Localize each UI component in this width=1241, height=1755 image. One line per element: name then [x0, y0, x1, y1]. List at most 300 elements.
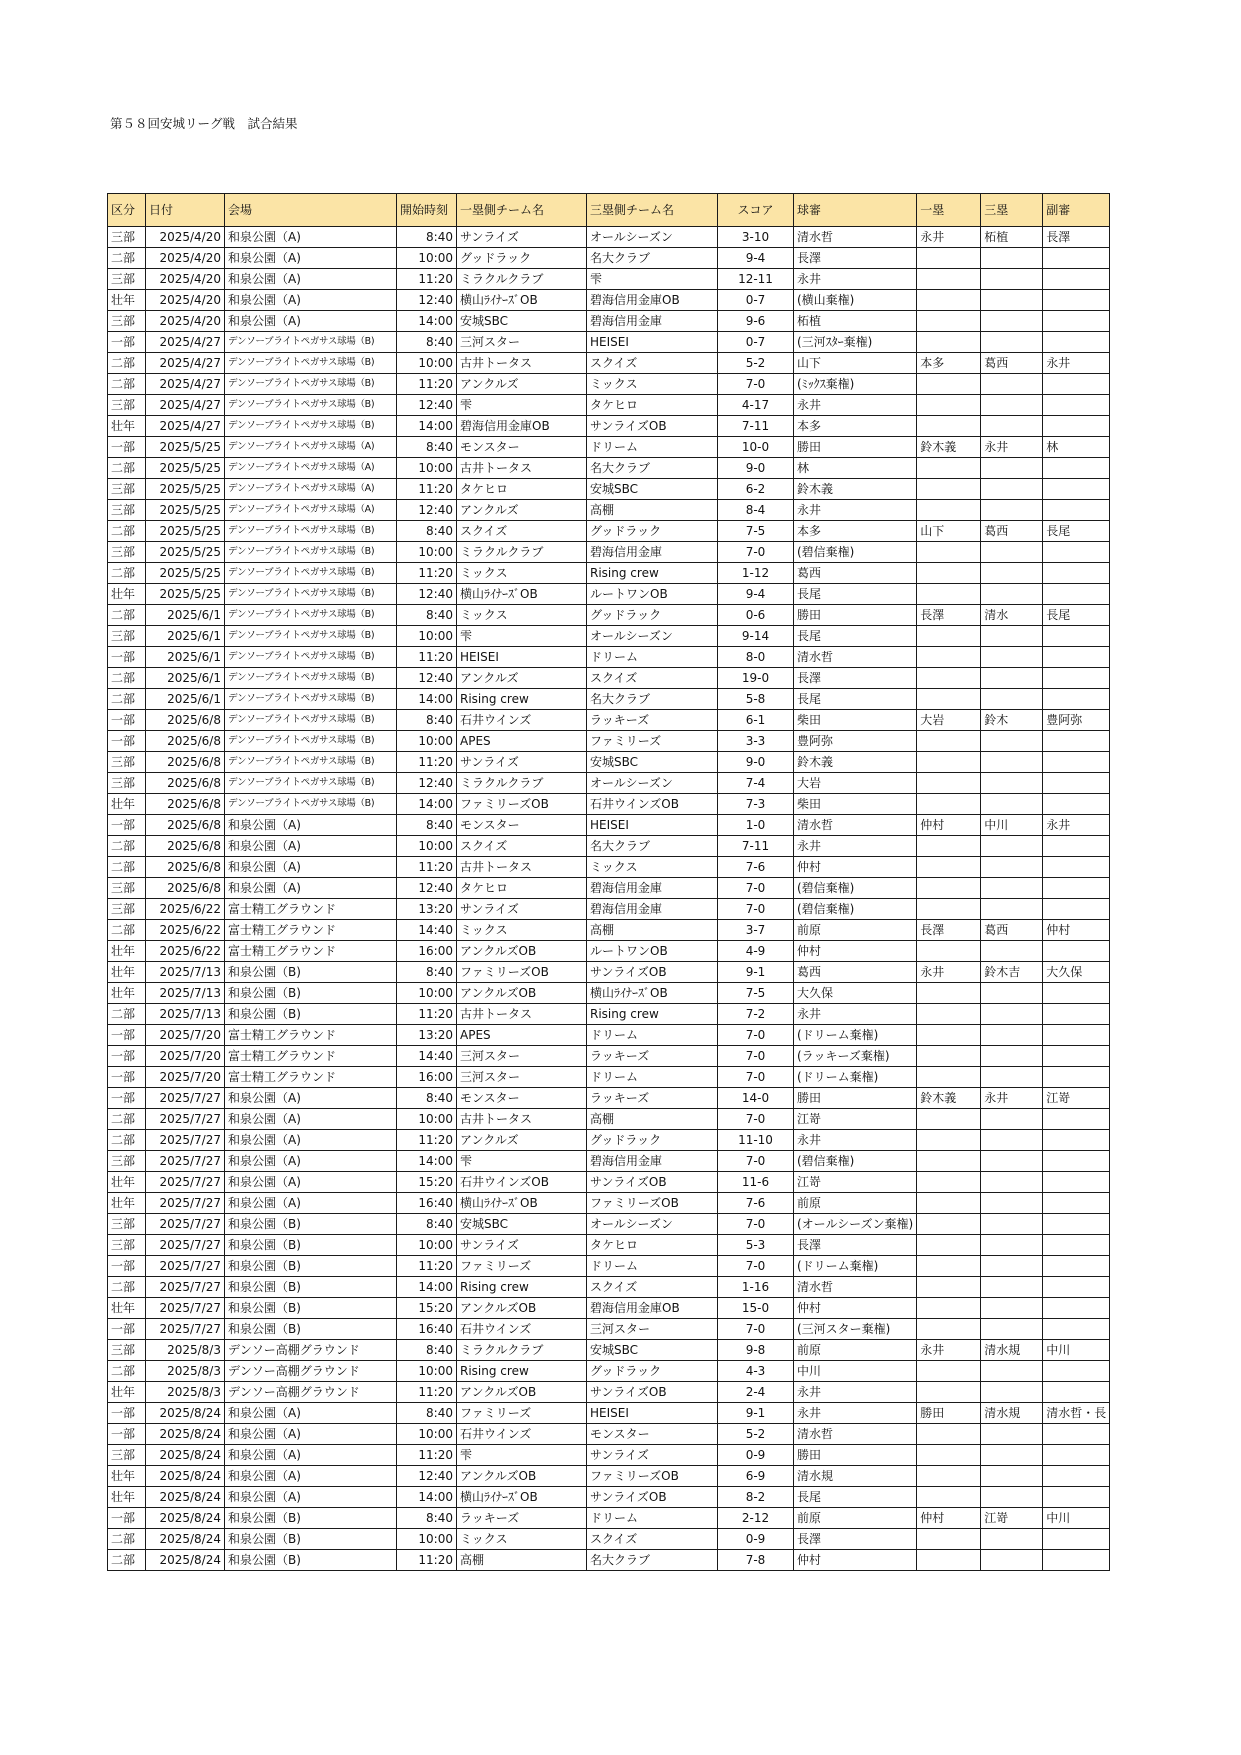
sub-umpire-cell	[1043, 1004, 1110, 1025]
first-base-team-cell: 横山ﾗｲﾅｰｽﾞOB	[457, 584, 587, 605]
division-cell: 壮年	[108, 962, 146, 983]
sub-umpire-cell	[1043, 1130, 1110, 1151]
table-row	[108, 269, 1110, 290]
score-cell: 7-0	[718, 374, 794, 395]
third-base-team-cell: 碧海信用金庫	[587, 878, 718, 899]
division-cell: 壮年	[108, 1298, 146, 1319]
umpire-cell: 仲村	[794, 857, 917, 878]
time-cell: 10:00	[397, 353, 457, 374]
first-base-umpire-cell: 長澤	[917, 920, 981, 941]
first-base-umpire-cell	[917, 941, 981, 962]
score-cell: 7-0	[718, 1109, 794, 1130]
score-cell: 4-17	[718, 395, 794, 416]
time-cell: 8:40	[397, 1088, 457, 1109]
third-base-umpire-cell: 葛西	[981, 353, 1043, 374]
score-cell: 4-3	[718, 1361, 794, 1382]
venue-cell: デンソーブライトペガサス球場（B)	[225, 773, 397, 794]
sub-umpire-cell: 中川	[1043, 1508, 1110, 1529]
third-base-umpire-cell	[981, 1004, 1043, 1025]
header-venue: 会場	[225, 194, 397, 227]
venue-cell: 和泉公園（A)	[225, 1445, 397, 1466]
first-base-team-cell: HEISEI	[457, 647, 587, 668]
first-base-umpire-cell	[917, 542, 981, 563]
table-row	[108, 1508, 1110, 1529]
sub-umpire-cell: 長尾	[1043, 605, 1110, 626]
division-cell: 一部	[108, 1256, 146, 1277]
division-cell: 一部	[108, 647, 146, 668]
third-base-umpire-cell	[981, 1046, 1043, 1067]
third-base-umpire-cell	[981, 395, 1043, 416]
score-cell: 9-6	[718, 311, 794, 332]
sub-umpire-cell	[1043, 542, 1110, 563]
date-cell: 2025/7/27	[146, 1235, 225, 1256]
score-cell: 7-0	[718, 878, 794, 899]
sub-umpire-cell	[1043, 1277, 1110, 1298]
umpire-cell: 長澤	[794, 1529, 917, 1550]
third-base-team-cell: スクイズ	[587, 1277, 718, 1298]
first-base-team-cell: 雫	[457, 1151, 587, 1172]
first-base-team-cell: ミックス	[457, 563, 587, 584]
umpire-cell: 鈴木義	[794, 752, 917, 773]
time-cell: 10:00	[397, 1109, 457, 1130]
first-base-team-cell: アンクルズOB	[457, 983, 587, 1004]
first-base-umpire-cell	[917, 1214, 981, 1235]
table-row	[108, 668, 1110, 689]
third-base-team-cell: 石井ウインズOB	[587, 794, 718, 815]
third-base-team-cell: HEISEI	[587, 815, 718, 836]
umpire-cell: (ドリーム棄権)	[794, 1025, 917, 1046]
third-base-team-cell: 雫	[587, 269, 718, 290]
sub-umpire-cell	[1043, 374, 1110, 395]
first-base-umpire-cell	[917, 878, 981, 899]
date-cell: 2025/4/20	[146, 290, 225, 311]
date-cell: 2025/8/24	[146, 1529, 225, 1550]
third-base-umpire-cell	[981, 416, 1043, 437]
score-cell: 7-0	[718, 1046, 794, 1067]
third-base-team-cell: オールシーズン	[587, 773, 718, 794]
first-base-umpire-cell: 永井	[917, 227, 981, 248]
umpire-cell: 江嵜	[794, 1109, 917, 1130]
third-base-team-cell: グッドラック	[587, 1130, 718, 1151]
third-base-umpire-cell	[981, 794, 1043, 815]
venue-cell: デンソーブライトペガサス球場（B)	[225, 626, 397, 647]
time-cell: 10:00	[397, 836, 457, 857]
first-base-umpire-cell	[917, 458, 981, 479]
first-base-team-cell: 雫	[457, 1445, 587, 1466]
date-cell: 2025/7/13	[146, 983, 225, 1004]
venue-cell: 和泉公園（B)	[225, 1550, 397, 1571]
umpire-cell: 勝田	[794, 1445, 917, 1466]
venue-cell: 和泉公園（B)	[225, 1298, 397, 1319]
score-cell: 3-3	[718, 731, 794, 752]
table-row	[108, 374, 1110, 395]
time-cell: 12:40	[397, 395, 457, 416]
division-cell: 二部	[108, 689, 146, 710]
sub-umpire-cell	[1043, 1025, 1110, 1046]
time-cell: 12:40	[397, 1466, 457, 1487]
sub-umpire-cell	[1043, 1046, 1110, 1067]
first-base-team-cell: ミラクルクラブ	[457, 542, 587, 563]
score-cell: 12-11	[718, 269, 794, 290]
venue-cell: デンソーブライトペガサス球場（B)	[225, 332, 397, 353]
first-base-team-cell: モンスター	[457, 815, 587, 836]
division-cell: 一部	[108, 1067, 146, 1088]
umpire-cell: (碧信棄権)	[794, 878, 917, 899]
first-base-umpire-cell	[917, 773, 981, 794]
third-base-umpire-cell	[981, 500, 1043, 521]
third-base-umpire-cell	[981, 479, 1043, 500]
score-cell: 1-16	[718, 1277, 794, 1298]
date-cell: 2025/6/1	[146, 668, 225, 689]
date-cell: 2025/7/27	[146, 1130, 225, 1151]
table-row	[108, 542, 1110, 563]
third-base-umpire-cell	[981, 269, 1043, 290]
first-base-team-cell: 石井ウインズ	[457, 710, 587, 731]
division-cell: 三部	[108, 1235, 146, 1256]
first-base-team-cell: 石井ウインズ	[457, 1424, 587, 1445]
venue-cell: 和泉公園（B)	[225, 1319, 397, 1340]
first-base-team-cell: アンクルズ	[457, 1130, 587, 1151]
time-cell: 14:00	[397, 1151, 457, 1172]
third-base-umpire-cell: 清水規	[981, 1403, 1043, 1424]
sub-umpire-cell	[1043, 1382, 1110, 1403]
first-base-team-cell: 横山ﾗｲﾅｰｽﾞOB	[457, 1193, 587, 1214]
venue-cell: デンソーブライトペガサス球場（A)	[225, 437, 397, 458]
first-base-umpire-cell	[917, 1529, 981, 1550]
table-row	[108, 647, 1110, 668]
venue-cell: 和泉公園（A)	[225, 1424, 397, 1445]
first-base-umpire-cell	[917, 1550, 981, 1571]
first-base-umpire-cell	[917, 563, 981, 584]
first-base-team-cell: 古井トータス	[457, 458, 587, 479]
venue-cell: デンソーブライトペガサス球場（B)	[225, 395, 397, 416]
third-base-team-cell: 高棚	[587, 500, 718, 521]
third-base-team-cell: サンライズOB	[587, 416, 718, 437]
date-cell: 2025/4/27	[146, 395, 225, 416]
first-base-team-cell: スクイズ	[457, 836, 587, 857]
table-row	[108, 500, 1110, 521]
date-cell: 2025/6/8	[146, 773, 225, 794]
first-base-team-cell: モンスター	[457, 437, 587, 458]
date-cell: 2025/7/20	[146, 1067, 225, 1088]
first-base-team-cell: ファミリーズOB	[457, 962, 587, 983]
score-cell: 9-1	[718, 1403, 794, 1424]
sub-umpire-cell	[1043, 1361, 1110, 1382]
date-cell: 2025/5/25	[146, 458, 225, 479]
division-cell: 三部	[108, 773, 146, 794]
venue-cell: 和泉公園（B)	[225, 1277, 397, 1298]
time-cell: 11:20	[397, 563, 457, 584]
third-base-team-cell: 安城SBC	[587, 752, 718, 773]
third-base-umpire-cell	[981, 1214, 1043, 1235]
third-base-umpire-cell	[981, 689, 1043, 710]
third-base-umpire-cell	[981, 1256, 1043, 1277]
score-cell: 9-0	[718, 752, 794, 773]
score-cell: 9-8	[718, 1340, 794, 1361]
third-base-umpire-cell	[981, 668, 1043, 689]
division-cell: 一部	[108, 815, 146, 836]
umpire-cell: 江嵜	[794, 1172, 917, 1193]
time-cell: 14:00	[397, 794, 457, 815]
umpire-cell: (碧信棄権)	[794, 542, 917, 563]
division-cell: 二部	[108, 857, 146, 878]
score-cell: 7-0	[718, 1151, 794, 1172]
first-base-umpire-cell: 大岩	[917, 710, 981, 731]
table-row	[108, 563, 1110, 584]
table-row	[108, 1424, 1110, 1445]
sub-umpire-cell	[1043, 1466, 1110, 1487]
first-base-team-cell: 石井ウインズ	[457, 1319, 587, 1340]
third-base-umpire-cell	[981, 1298, 1043, 1319]
table-row	[108, 1256, 1110, 1277]
date-cell: 2025/7/27	[146, 1277, 225, 1298]
date-cell: 2025/5/25	[146, 542, 225, 563]
table-row	[108, 416, 1110, 437]
division-cell: 三部	[108, 1445, 146, 1466]
division-cell: 二部	[108, 248, 146, 269]
third-base-umpire-cell	[981, 374, 1043, 395]
third-base-umpire-cell	[981, 1466, 1043, 1487]
sub-umpire-cell	[1043, 752, 1110, 773]
sub-umpire-cell	[1043, 647, 1110, 668]
first-base-umpire-cell: 永井	[917, 1340, 981, 1361]
sub-umpire-cell	[1043, 857, 1110, 878]
sub-umpire-cell	[1043, 899, 1110, 920]
score-cell: 8-0	[718, 647, 794, 668]
table-row	[108, 1298, 1110, 1319]
umpire-cell: 清水哲	[794, 1424, 917, 1445]
time-cell: 14:40	[397, 1046, 457, 1067]
time-cell: 10:00	[397, 1424, 457, 1445]
time-cell: 8:40	[397, 605, 457, 626]
first-base-umpire-cell	[917, 1256, 981, 1277]
sub-umpire-cell: 永井	[1043, 353, 1110, 374]
sub-umpire-cell	[1043, 458, 1110, 479]
sub-umpire-cell	[1043, 1067, 1110, 1088]
date-cell: 2025/5/25	[146, 500, 225, 521]
third-base-team-cell: 安城SBC	[587, 479, 718, 500]
table-row	[108, 794, 1110, 815]
third-base-umpire-cell	[981, 878, 1043, 899]
table-row	[108, 752, 1110, 773]
first-base-team-cell: 古井トータス	[457, 857, 587, 878]
score-cell: 7-0	[718, 542, 794, 563]
score-cell: 1-12	[718, 563, 794, 584]
date-cell: 2025/5/25	[146, 563, 225, 584]
third-base-team-cell: 安城SBC	[587, 1340, 718, 1361]
score-cell: 8-4	[718, 500, 794, 521]
division-cell: 二部	[108, 836, 146, 857]
third-base-umpire-cell	[981, 563, 1043, 584]
first-base-umpire-cell	[917, 290, 981, 311]
date-cell: 2025/5/25	[146, 521, 225, 542]
sub-umpire-cell	[1043, 1151, 1110, 1172]
table-row	[108, 1403, 1110, 1424]
first-base-team-cell: 古井トータス	[457, 1004, 587, 1025]
table-row	[108, 626, 1110, 647]
score-cell: 7-5	[718, 983, 794, 1004]
division-cell: 二部	[108, 374, 146, 395]
first-base-umpire-cell	[917, 626, 981, 647]
venue-cell: 和泉公園（B)	[225, 962, 397, 983]
first-base-team-cell: ファミリーズ	[457, 1403, 587, 1424]
table-row	[108, 815, 1110, 836]
date-cell: 2025/7/13	[146, 1004, 225, 1025]
sub-umpire-cell	[1043, 1172, 1110, 1193]
time-cell: 12:40	[397, 584, 457, 605]
table-row	[108, 332, 1110, 353]
score-cell: 7-0	[718, 1025, 794, 1046]
sub-umpire-cell: 豊阿弥	[1043, 710, 1110, 731]
score-cell: 2-12	[718, 1508, 794, 1529]
first-base-team-cell: スクイズ	[457, 521, 587, 542]
date-cell: 2025/7/27	[146, 1193, 225, 1214]
score-cell: 5-8	[718, 689, 794, 710]
third-base-team-cell: ルートワンOB	[587, 584, 718, 605]
sub-umpire-cell	[1043, 1193, 1110, 1214]
division-cell: 一部	[108, 710, 146, 731]
first-base-umpire-cell	[917, 1298, 981, 1319]
venue-cell: デンソーブライトペガサス球場（B)	[225, 521, 397, 542]
division-cell: 一部	[108, 437, 146, 458]
third-base-umpire-cell	[981, 1319, 1043, 1340]
venue-cell: 和泉公園（A)	[225, 1088, 397, 1109]
table-row	[108, 773, 1110, 794]
time-cell: 16:00	[397, 941, 457, 962]
third-base-team-cell: ラッキーズ	[587, 1046, 718, 1067]
third-base-umpire-cell	[981, 1487, 1043, 1508]
umpire-cell: 豊阿弥	[794, 731, 917, 752]
division-cell: 三部	[108, 1214, 146, 1235]
date-cell: 2025/4/27	[146, 353, 225, 374]
date-cell: 2025/8/24	[146, 1550, 225, 1571]
third-base-team-cell: 碧海信用金庫	[587, 899, 718, 920]
first-base-team-cell: Rising crew	[457, 689, 587, 710]
time-cell: 14:40	[397, 920, 457, 941]
third-base-umpire-cell	[981, 752, 1043, 773]
first-base-team-cell: Rising crew	[457, 1277, 587, 1298]
first-base-team-cell: 高棚	[457, 1550, 587, 1571]
division-cell: 二部	[108, 1004, 146, 1025]
umpire-cell: 柴田	[794, 710, 917, 731]
table-row	[108, 1130, 1110, 1151]
first-base-team-cell: アンクルズ	[457, 374, 587, 395]
first-base-umpire-cell	[917, 1172, 981, 1193]
venue-cell: デンソーブライトペガサス球場（B)	[225, 731, 397, 752]
third-base-team-cell: Rising crew	[587, 1004, 718, 1025]
first-base-team-cell: ミックス	[457, 920, 587, 941]
time-cell: 14:00	[397, 1277, 457, 1298]
table-row	[108, 1487, 1110, 1508]
date-cell: 2025/6/8	[146, 836, 225, 857]
third-base-team-cell: ドリーム	[587, 1256, 718, 1277]
table-row	[108, 878, 1110, 899]
table-row	[108, 1550, 1110, 1571]
table-row	[108, 1235, 1110, 1256]
first-base-umpire-cell	[917, 1193, 981, 1214]
table-row	[108, 458, 1110, 479]
first-base-umpire-cell: 本多	[917, 353, 981, 374]
third-base-team-cell: 碧海信用金庫	[587, 311, 718, 332]
third-base-umpire-cell: 江嵜	[981, 1508, 1043, 1529]
time-cell: 13:20	[397, 1025, 457, 1046]
first-base-umpire-cell	[917, 899, 981, 920]
sub-umpire-cell	[1043, 1235, 1110, 1256]
score-cell: 5-2	[718, 353, 794, 374]
time-cell: 10:00	[397, 542, 457, 563]
first-base-team-cell: ミラクルクラブ	[457, 1340, 587, 1361]
date-cell: 2025/4/20	[146, 269, 225, 290]
score-cell: 11-6	[718, 1172, 794, 1193]
venue-cell: 富士精工グラウンド	[225, 1025, 397, 1046]
table-row	[108, 1172, 1110, 1193]
first-base-umpire-cell	[917, 689, 981, 710]
umpire-cell: 大岩	[794, 773, 917, 794]
third-base-umpire-cell	[981, 1277, 1043, 1298]
time-cell: 8:40	[397, 1508, 457, 1529]
first-base-umpire-cell	[917, 248, 981, 269]
third-base-umpire-cell	[981, 1550, 1043, 1571]
third-base-umpire-cell	[981, 1361, 1043, 1382]
division-cell: 一部	[108, 1508, 146, 1529]
first-base-team-cell: アンクルズOB	[457, 941, 587, 962]
time-cell: 11:20	[397, 1445, 457, 1466]
score-cell: 7-0	[718, 1319, 794, 1340]
time-cell: 8:40	[397, 815, 457, 836]
third-base-umpire-cell: 永井	[981, 1088, 1043, 1109]
first-base-team-cell: Rising crew	[457, 1361, 587, 1382]
header-third-base-team: 三塁側チーム名	[587, 194, 718, 227]
results-body	[108, 227, 1110, 1571]
third-base-team-cell: 三河スター	[587, 1319, 718, 1340]
first-base-team-cell: アンクルズOB	[457, 1298, 587, 1319]
table-row	[108, 1025, 1110, 1046]
table-row	[108, 584, 1110, 605]
sub-umpire-cell	[1043, 1319, 1110, 1340]
division-cell: 壮年	[108, 416, 146, 437]
venue-cell: デンソーブライトペガサス球場（B)	[225, 647, 397, 668]
first-base-team-cell: 三河スター	[457, 1046, 587, 1067]
division-cell: 二部	[108, 458, 146, 479]
sub-umpire-cell	[1043, 1529, 1110, 1550]
first-base-umpire-cell	[917, 1424, 981, 1445]
first-base-umpire-cell	[917, 1130, 981, 1151]
first-base-umpire-cell	[917, 1067, 981, 1088]
venue-cell: 和泉公園（A)	[225, 1403, 397, 1424]
time-cell: 8:40	[397, 962, 457, 983]
table-row	[108, 227, 1110, 248]
third-base-umpire-cell	[981, 1109, 1043, 1130]
division-cell: 壮年	[108, 1382, 146, 1403]
division-cell: 壮年	[108, 584, 146, 605]
sub-umpire-cell	[1043, 1550, 1110, 1571]
division-cell: 一部	[108, 1046, 146, 1067]
sub-umpire-cell	[1043, 794, 1110, 815]
third-base-umpire-cell	[981, 1529, 1043, 1550]
third-base-umpire-cell	[981, 1193, 1043, 1214]
date-cell: 2025/4/20	[146, 311, 225, 332]
first-base-umpire-cell	[917, 1277, 981, 1298]
umpire-cell: 柴田	[794, 794, 917, 815]
score-cell: 7-2	[718, 1004, 794, 1025]
venue-cell: デンソー高棚グラウンド	[225, 1382, 397, 1403]
table-row	[108, 1277, 1110, 1298]
table-row	[108, 1382, 1110, 1403]
venue-cell: デンソーブライトペガサス球場（A)	[225, 500, 397, 521]
umpire-cell: 永井	[794, 1403, 917, 1424]
sub-umpire-cell	[1043, 479, 1110, 500]
venue-cell: 和泉公園（B)	[225, 1508, 397, 1529]
